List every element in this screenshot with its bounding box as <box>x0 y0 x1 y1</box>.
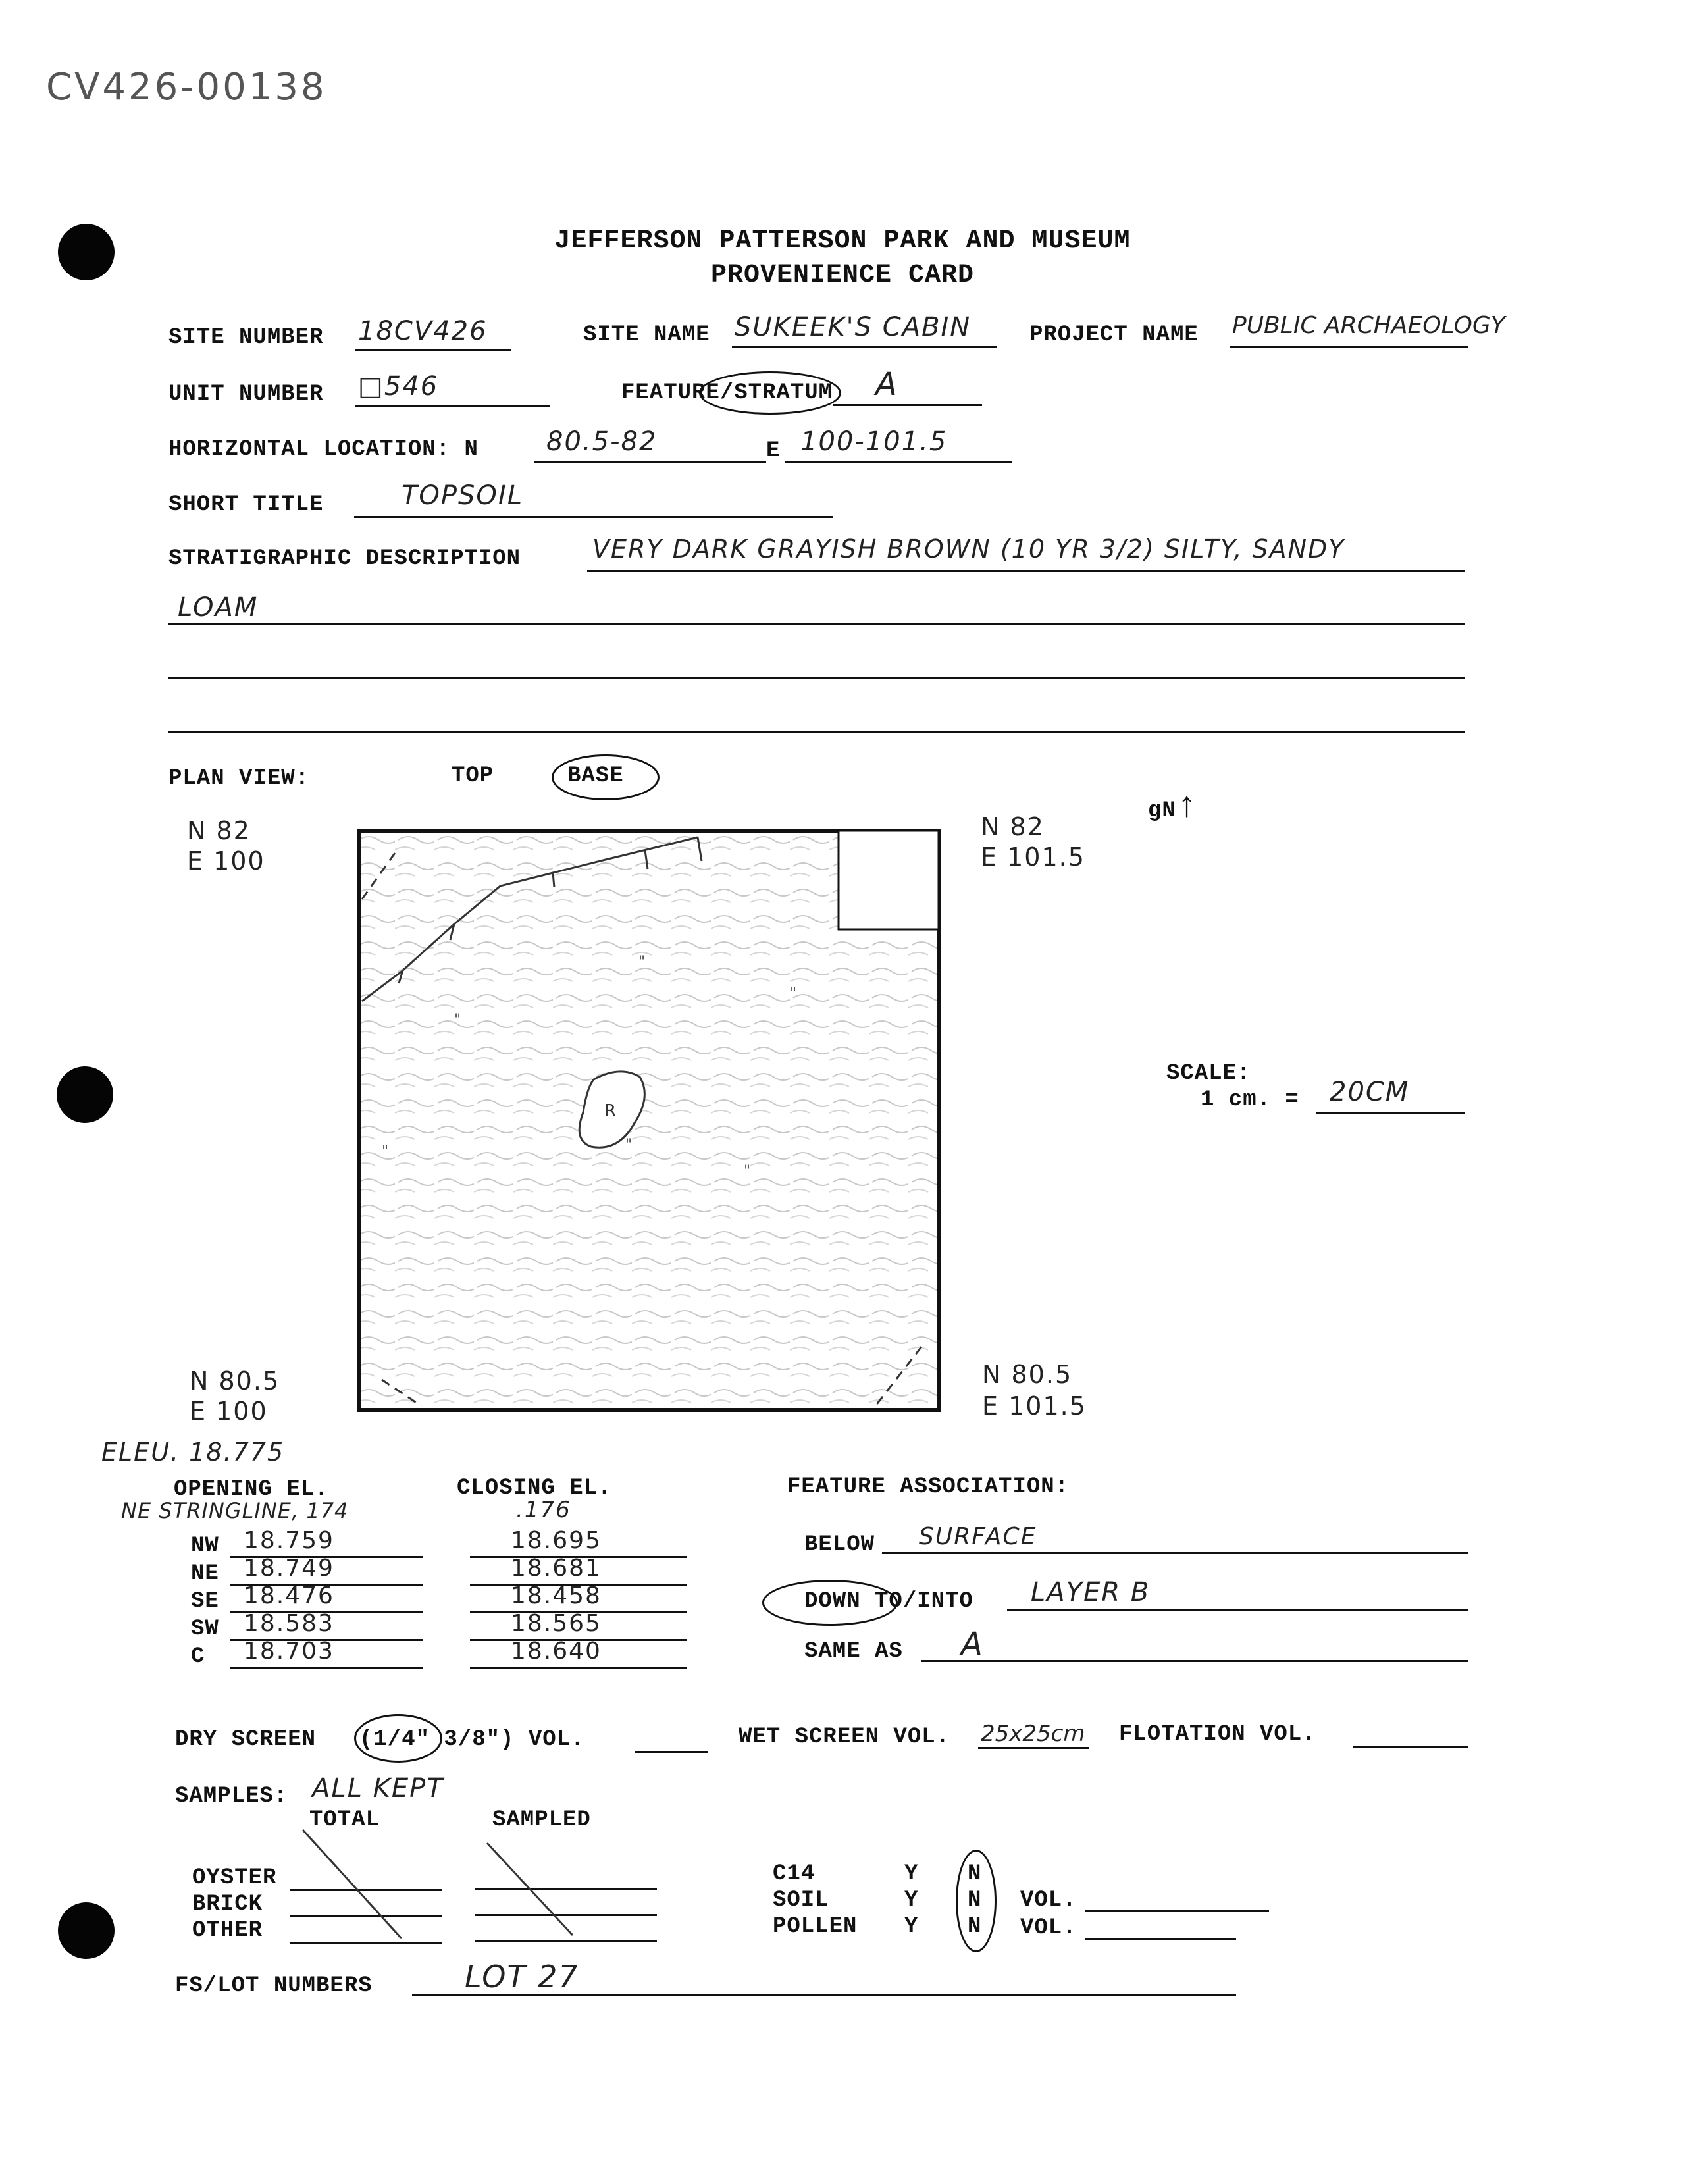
c14-label: C14 <box>773 1861 816 1886</box>
feature-association-label: FEATURE ASSOCIATION: <box>787 1474 1070 1499</box>
soil-yes: Y <box>904 1888 919 1913</box>
same-as-line <box>921 1660 1468 1662</box>
scale-line <box>1316 1112 1465 1114</box>
wet-screen-label: WET SCREEN VOL. <box>739 1725 950 1750</box>
catalog-number: CV426-00138 <box>46 66 327 109</box>
feature-stratum-value: A <box>875 366 898 403</box>
fs-lot-value: LOT 27 <box>465 1959 579 1994</box>
nw-n-label: N 82 <box>187 816 251 845</box>
north-arrow-icon: ↑ <box>1176 787 1199 827</box>
horizontal-n-line <box>534 461 766 463</box>
elev-corner-sw: SW <box>191 1617 219 1642</box>
below-value: SURFACE <box>919 1523 1037 1550</box>
site-name-label: SITE NAME <box>583 323 710 348</box>
samples-note: ALL KEPT <box>312 1773 444 1804</box>
flotation-line <box>1353 1746 1468 1748</box>
site-number-line <box>355 349 511 351</box>
c14-no: N <box>968 1861 982 1886</box>
elev-note: ELEU. 18.775 <box>101 1438 285 1467</box>
closing-el-line <box>470 1667 687 1669</box>
short-title-label: SHORT TITLE <box>168 492 324 517</box>
opening-el-line <box>230 1667 423 1669</box>
pollen-no: N <box>968 1914 982 1939</box>
strat-desc-rule2 <box>168 623 1465 625</box>
feature-stratum-label: FEATURE/STRATUM <box>621 380 833 405</box>
closing-el-sw: 18.565 <box>511 1610 602 1637</box>
ne-n-label: N 82 <box>981 812 1045 841</box>
plan-view-label: PLAN VIEW: <box>168 766 310 791</box>
wet-screen-line <box>978 1747 1089 1749</box>
dry-screen-options: (1/4" 3/8") VOL. <box>359 1727 585 1752</box>
opening-el-nw: 18.759 <box>244 1527 334 1554</box>
sampled-label: SAMPLED <box>492 1807 591 1833</box>
svg-text:": " <box>625 1137 633 1153</box>
scale-label: SCALE: <box>1166 1061 1251 1086</box>
pollen-vol-line <box>1085 1938 1236 1940</box>
dry-screen-label: DRY SCREEN <box>175 1727 317 1752</box>
pollen-yes: Y <box>904 1914 919 1939</box>
brick-label: BRICK <box>192 1892 263 1917</box>
punch-hole-middle <box>57 1066 113 1123</box>
closing-el-nw: 18.695 <box>511 1527 602 1554</box>
opening-el-ne: 18.749 <box>244 1555 334 1582</box>
same-as-value: A <box>961 1626 984 1663</box>
svg-text:": " <box>638 954 646 970</box>
fs-lot-line <box>412 1994 1236 1996</box>
unit-number-line <box>355 405 550 407</box>
strat-desc-label: STRATIGRAPHIC DESCRIPTION <box>168 546 521 571</box>
below-label: BELOW <box>804 1532 875 1557</box>
opening-el-se: 18.476 <box>244 1582 334 1609</box>
horizontal-n-value: 80.5-82 <box>546 427 658 457</box>
strike-through-marks <box>290 1817 658 1948</box>
elev-corner-ne: NE <box>191 1561 219 1586</box>
scale-value: 20CM <box>1330 1077 1410 1107</box>
closing-el-ne: 18.681 <box>511 1555 602 1582</box>
soil-vol-label: VOL. <box>1020 1888 1077 1913</box>
svg-text:": " <box>382 1143 389 1160</box>
unit-number-value: □546 <box>358 371 439 402</box>
opening-el-sw: 18.583 <box>244 1610 334 1637</box>
samples-label: SAMPLES: <box>175 1784 288 1809</box>
north-text: gN <box>1148 798 1176 823</box>
strat-desc-rule4 <box>168 731 1465 733</box>
c14-yes: Y <box>904 1861 919 1886</box>
rock-label: R <box>604 1101 617 1121</box>
elev-corner-nw: NW <box>191 1534 219 1559</box>
soil-label: SOIL <box>773 1888 829 1913</box>
stringline-note: NE STRINGLINE, 174 <box>121 1498 349 1523</box>
down-to-line <box>1007 1609 1468 1611</box>
unit-number-label: UNIT NUMBER <box>168 382 324 407</box>
sw-n-label: N 80.5 <box>190 1366 280 1395</box>
se-n-label: N 80.5 <box>982 1360 1073 1389</box>
horizontal-e-value: 100-101.5 <box>800 427 948 457</box>
soil-no: N <box>968 1888 982 1913</box>
fs-lot-label: FS/LOT NUMBERS <box>175 1973 373 1998</box>
feature-stratum-line <box>833 404 982 406</box>
oyster-label: OYSTER <box>192 1865 277 1890</box>
down-to-value: LAYER B <box>1031 1577 1151 1607</box>
closing-el-se: 18.458 <box>511 1582 602 1609</box>
plan-view-top-label: TOP <box>452 764 494 789</box>
elev-corner-c: C <box>191 1644 205 1669</box>
plan-view-drawing <box>355 827 948 1419</box>
horizontal-location-label: HORIZONTAL LOCATION: N <box>168 437 479 462</box>
north-label <box>1148 787 1198 827</box>
soil-vol-line <box>1085 1910 1269 1912</box>
horizontal-e-line <box>785 461 1012 463</box>
plan-view-base-label: BASE <box>567 764 624 789</box>
punch-hole-bottom <box>58 1902 115 1959</box>
short-title-line <box>354 516 833 518</box>
site-number-label: SITE NUMBER <box>168 325 324 350</box>
header-subtitle: PROVENIENCE CARD <box>710 261 975 290</box>
elev-corner-se: SE <box>191 1589 219 1614</box>
strat-desc-line2: LOAM <box>178 592 259 623</box>
same-as-label: SAME AS <box>804 1639 903 1664</box>
strat-desc-line1: VERY DARK GRAYISH BROWN (10 YR 3/2) SILTY, SANDY <box>592 534 1345 563</box>
site-number-value: 18CV426 <box>358 316 488 346</box>
sw-e-label: E 100 <box>190 1397 268 1426</box>
nw-e-label: E 100 <box>187 846 265 875</box>
dry-screen-vol-line <box>635 1751 708 1753</box>
opening-el-c: 18.703 <box>244 1638 334 1665</box>
svg-text:": " <box>454 1012 461 1028</box>
opening-el-label: OPENING EL. <box>174 1477 329 1502</box>
stratum-circle <box>699 371 841 415</box>
other-label: OTHER <box>192 1918 263 1943</box>
wet-screen-value: 25x25cm <box>981 1721 1085 1747</box>
strat-desc-rule1 <box>587 570 1465 572</box>
site-name-line <box>732 346 997 348</box>
svg-text:": " <box>790 985 797 1002</box>
down-to-label: DOWN TO/INTO <box>804 1589 973 1614</box>
closing-note: .176 <box>516 1497 571 1523</box>
below-line <box>882 1552 1468 1554</box>
total-label: TOTAL <box>309 1807 380 1833</box>
project-name-label: PROJECT NAME <box>1029 323 1199 348</box>
flotation-label: FLOTATION VOL. <box>1119 1722 1316 1747</box>
strat-desc-rule3 <box>168 677 1465 679</box>
site-name-value: SUKEEK'S CABIN <box>735 312 972 342</box>
horizontal-e-label: E <box>766 438 781 463</box>
project-name-line <box>1230 346 1468 348</box>
se-e-label: E 101.5 <box>982 1391 1087 1420</box>
pollen-vol-label: VOL. <box>1020 1915 1077 1940</box>
scale-unit-label: 1 cm. = <box>1201 1087 1299 1112</box>
pollen-label: POLLEN <box>773 1914 858 1939</box>
short-title-value: TOPSOIL <box>402 481 523 511</box>
closing-el-c: 18.640 <box>511 1638 602 1665</box>
ne-e-label: E 101.5 <box>981 843 1085 871</box>
project-name-value: PUBLIC ARCHAEOLOGY <box>1232 312 1505 339</box>
closing-el-label: CLOSING EL. <box>457 1476 612 1501</box>
header-title: JEFFERSON PATTERSON PARK AND MUSEUM <box>554 226 1131 256</box>
svg-text:": " <box>744 1163 751 1180</box>
